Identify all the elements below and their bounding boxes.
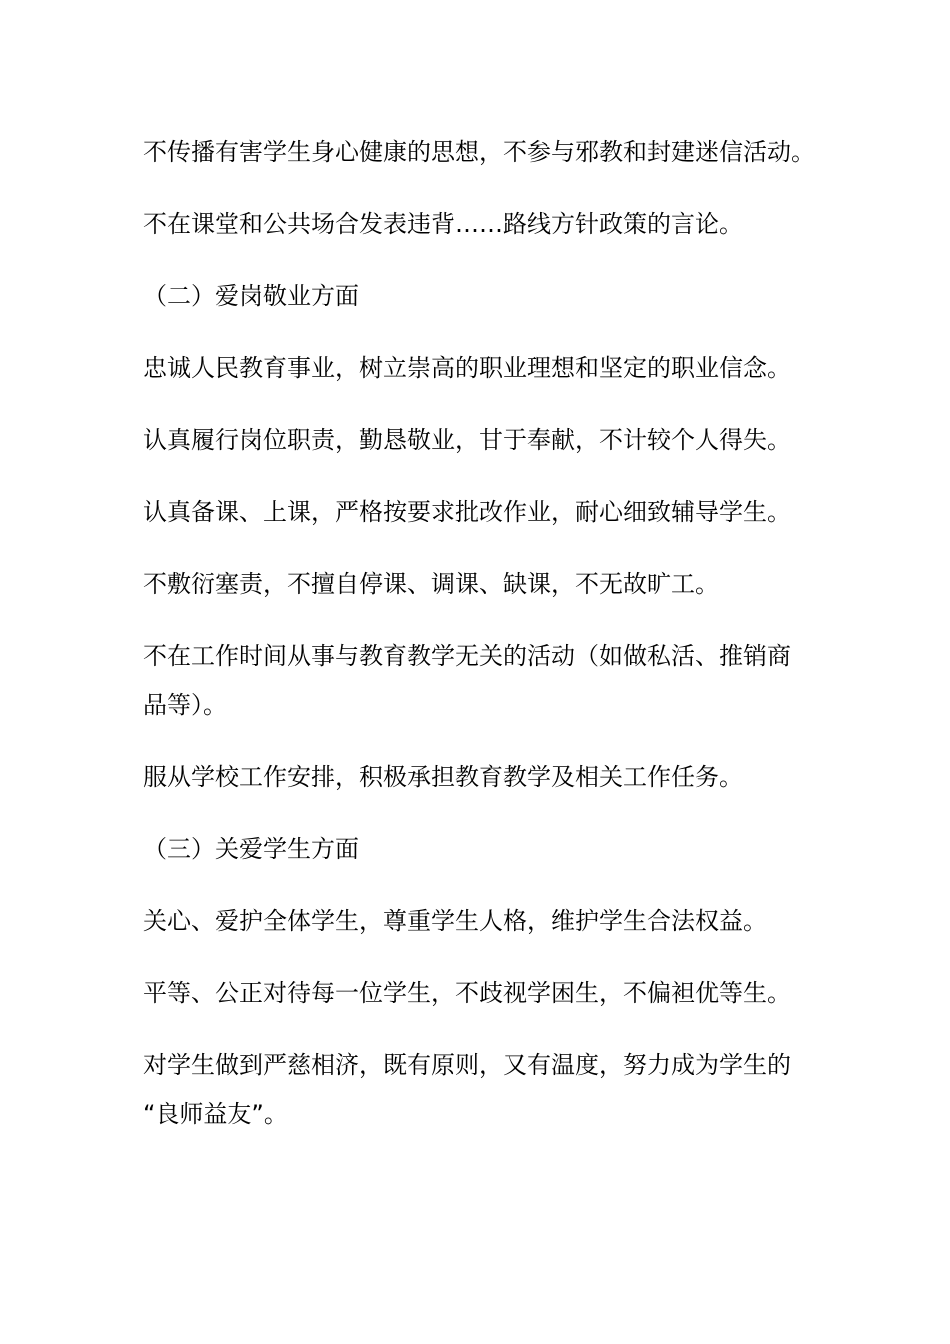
paragraph-line: 不在工作时间从事与教育教学无关的活动（如做私活、推销商 [143, 642, 791, 670]
paragraph-line: 认真履行岗位职责，勤恳敬业，甘于奉献，不计较个人得失。 [143, 426, 791, 454]
paragraph-line: “良师益友”。 [143, 1100, 288, 1128]
paragraph-line: 忠诚人民教育事业，树立崇高的职业理想和坚定的职业信念。 [143, 354, 791, 382]
paragraph-line: 不传播有害学生身心健康的思想，不参与邪教和封建迷信活动。 [143, 138, 815, 166]
paragraph-line: 不敷衍塞责，不擅自停课、调课、缺课，不无故旷工。 [143, 570, 719, 598]
section-heading: （三）关爱学生方面 [143, 835, 359, 863]
paragraph-line: 对学生做到严慈相济，既有原则，又有温度，努力成为学生的 [143, 1051, 791, 1079]
section-heading: （二）爱岗敬业方面 [143, 282, 359, 310]
paragraph-line: 关心、爱护全体学生，尊重学生人格，维护学生合法权益。 [143, 907, 767, 935]
paragraph-line: 认真备课、上课，严格按要求批改作业，耐心细致辅导学生。 [143, 498, 791, 526]
paragraph-line: 品等）。 [143, 691, 227, 719]
paragraph-line: 平等、公正对待每一位学生，不歧视学困生，不偏袒优等生。 [143, 979, 791, 1007]
paragraph-line: 服从学校工作安排，积极承担教育教学及相关工作任务。 [143, 763, 743, 791]
paragraph-line: 不在课堂和公共场合发表违背……路线方针政策的言论。 [143, 210, 743, 238]
